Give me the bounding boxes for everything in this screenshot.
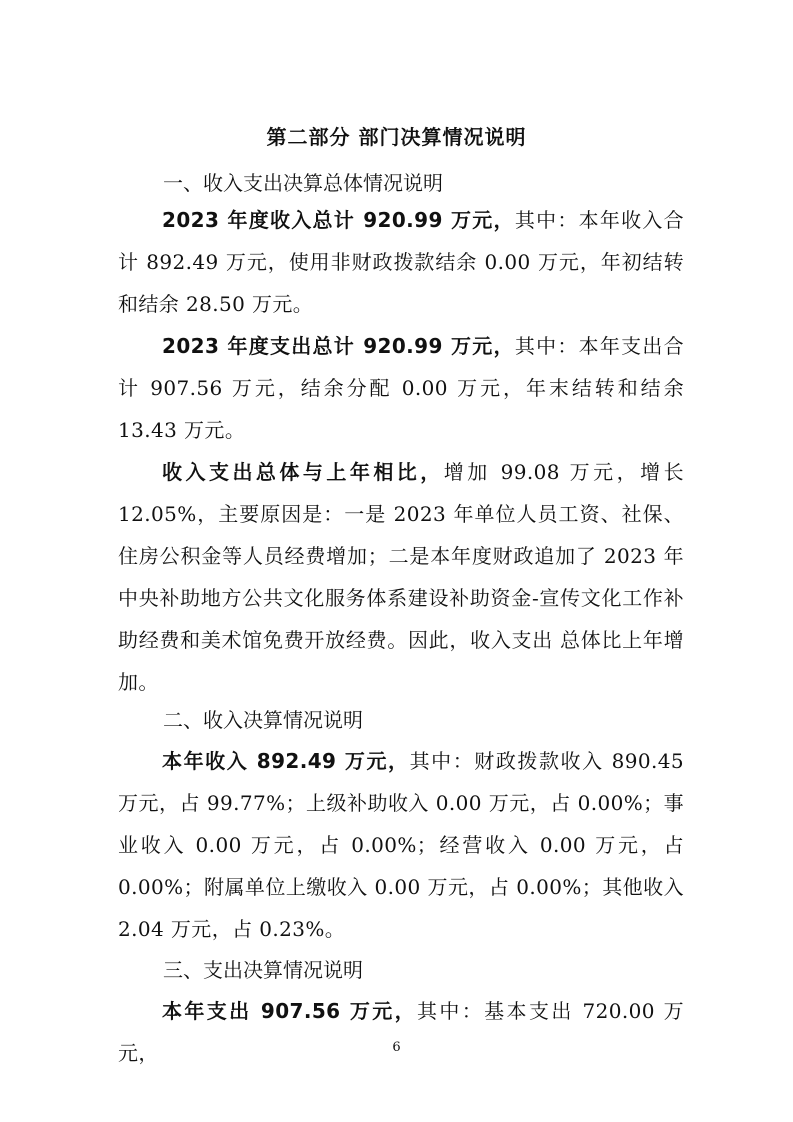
paragraph-total-income: [118, 199, 684, 325]
paragraph-text: 其中：本年收入合计 892.49 万元，使用非财政拨款结余 0.00 万元，年初结转和结余 28.50 万元。: [118, 208, 685, 316]
paragraph-text: 其中：基本支出 720.00 万元，: [118, 999, 684, 1065]
paragraph-text: 其中：本年支出合计 907.56 万元，结余分配 0.00 万元，年末结转和结余 13.43 万元。: [118, 334, 685, 442]
paragraph-lead: 本年支出 907.56 万元，: [162, 999, 417, 1023]
paragraph-text: 增加 99.08 万元，增长 12.05%，主要原因是：一是 2023 年单位人员工资、社保、住房公积金等人员经费增加；二是本年度财政追加了 2023 年中央补助地方公共文化服务体系建设补助资金-宣传文化工作补助经费和美术馆免费开放经费。因此，收入支出 总体比上年增加。: [118, 460, 684, 694]
paragraph-lead: 2023 年度支出总计 920.99 万元，: [162, 334, 515, 358]
page-number: 6: [392, 1040, 401, 1055]
paragraph-total-expenditure: [118, 325, 684, 451]
paragraph-expenditure-breakdown: [118, 990, 684, 1074]
page-title: 第二部分 部门决算情况说明: [266, 125, 527, 149]
section-heading-income: 二、收入决算情况说明: [163, 708, 363, 732]
paragraph-text: 其中：财政拨款收入 890.45 万元，占 99.77%；上级补助收入 0.00 万元，占 0.00%；事业收入 0.00 万元，占 0.00%；经营收入 0.00 万元，占 0.00%；附属单位上缴收入 0.00 万元，占 0.00%；其他收入 2.04 万元，占 0.23%。: [118, 749, 684, 941]
paragraph-lead: 2023 年度收入总计 920.99 万元，: [162, 208, 515, 232]
paragraph-lead: 本年收入 892.49 万元，: [162, 749, 410, 773]
section-heading-income-expenditure-overview: 一、收入支出决算总体情况说明: [163, 171, 443, 195]
paragraph-lead: 收入支出总体与上年相比，: [162, 460, 444, 484]
paragraph-income-breakdown: [118, 740, 684, 950]
paragraph-year-over-year: [118, 451, 684, 703]
section-heading-expenditure: 三、支出决算情况说明: [163, 958, 363, 982]
